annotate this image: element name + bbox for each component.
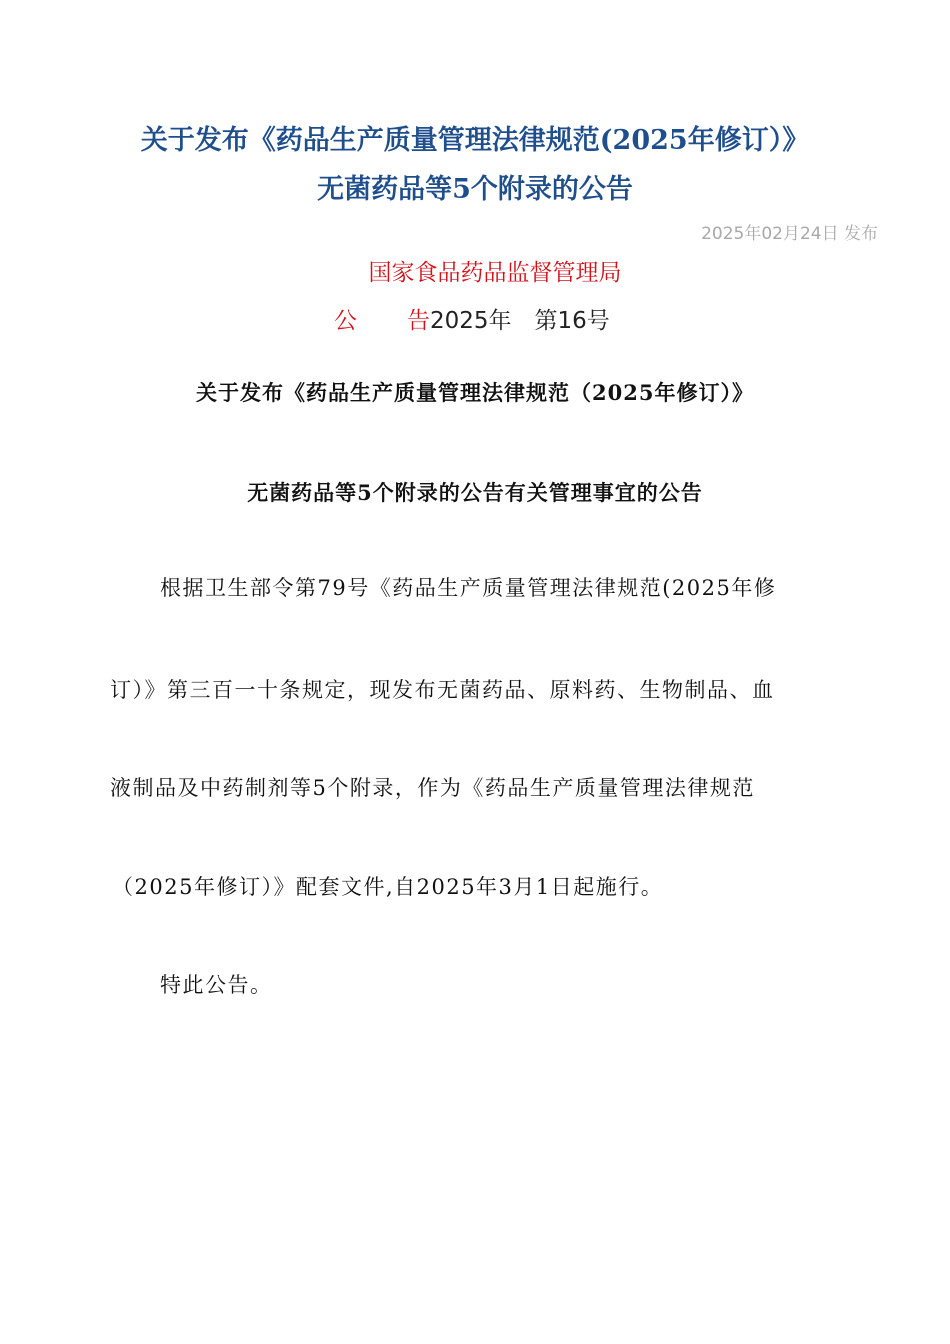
closing-text: 特此公告。 xyxy=(160,973,273,997)
issuing-agency: 国家食品药品监督管理局 xyxy=(368,260,622,286)
notice-number-line xyxy=(334,302,610,335)
document-title-line-2: 无菌药品等5个附录的公告 xyxy=(317,174,633,205)
notice-label-second: 告 xyxy=(407,308,430,334)
body-text-line: 液制品及中药制剂等5个附录，作为《药品生产质量管理法律规范 xyxy=(110,776,755,800)
notice-label-first: 公 xyxy=(334,308,357,334)
notice-subtitle-line-2: 无菌药品等5个附录的公告有关管理事宜的公告 xyxy=(247,480,703,505)
body-text-line: （2025年修订）》配套文件,自2025年3月1日起施行。 xyxy=(112,875,664,899)
body-text-line: 订）》第三百一十条规定，现发布无菌药品、原料药、生物制品、血 xyxy=(110,678,775,702)
body-text-line: 根据卫生部令第79号《药品生产质量管理法律规范(2025年修 xyxy=(160,576,777,600)
notice-subtitle-line-1: 关于发布《药品生产质量管理法律规范（2025年修订）》 xyxy=(196,380,754,405)
notice-number: 2025年 第16号 xyxy=(430,308,610,334)
publish-date: 2025年02月24日 发布 xyxy=(701,224,878,244)
document-title-line-1: 关于发布《药品生产质量管理法律规范(2025年修订）》 xyxy=(140,125,810,156)
